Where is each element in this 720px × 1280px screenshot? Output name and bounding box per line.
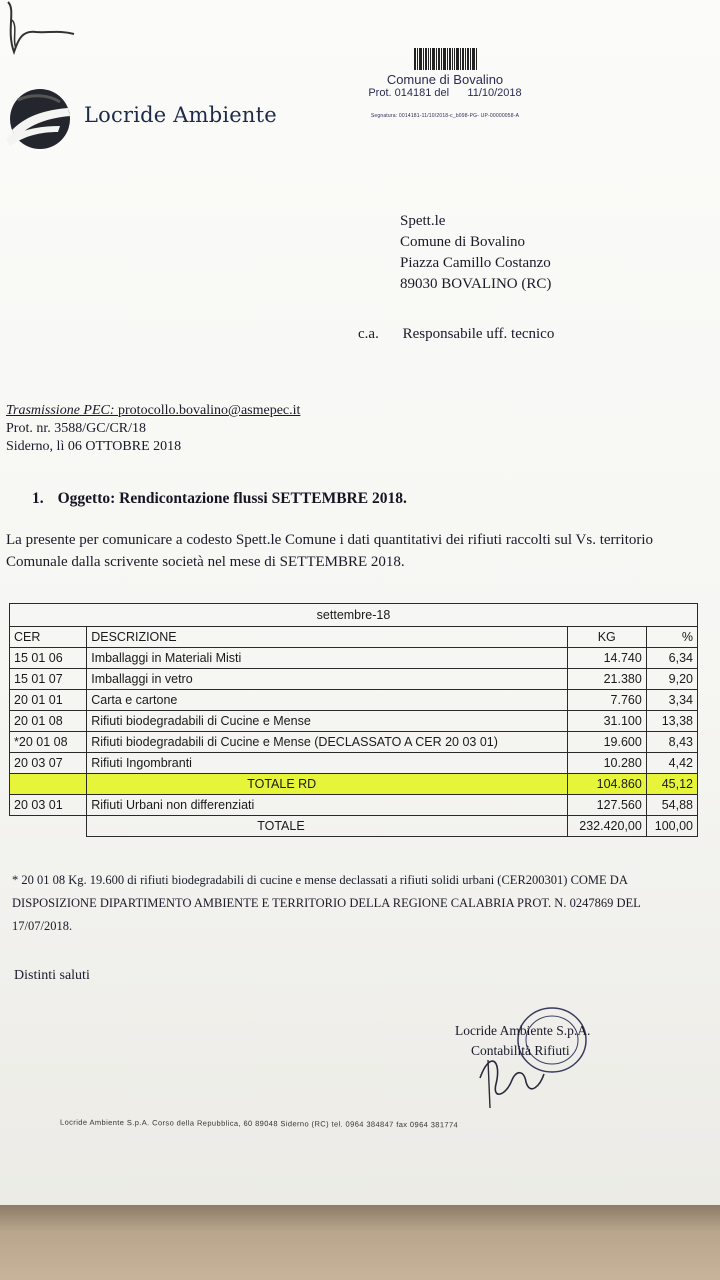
cell-pct: 3,34	[646, 690, 697, 711]
cell-empty	[10, 816, 87, 837]
total-rd-label: TOTALE RD	[87, 774, 567, 795]
cell-desc: Rifiuti Ingombranti	[87, 753, 567, 774]
signature-block	[455, 1021, 590, 1061]
stamp-registration: Segnatura: 0014181-11/10/2018-c_b098-PG- UP-00000058-A	[370, 113, 520, 119]
cell-kg: 127.560	[567, 795, 646, 816]
cell-cer: 20 01 01	[10, 690, 87, 711]
pen-mark	[2, 0, 82, 70]
cell-pct: 8,43	[646, 732, 697, 753]
cell-kg: 31.100	[567, 711, 646, 732]
cell-empty	[10, 774, 87, 795]
cell-pct: 6,34	[646, 648, 697, 669]
cell-desc: Imballaggi in vetro	[87, 669, 567, 690]
cell-desc: Rifiuti Urbani non differenziati	[87, 795, 567, 816]
table-row	[10, 795, 698, 816]
attention-line	[358, 326, 554, 343]
total-row	[10, 816, 698, 837]
total-rd-pct: 45,12	[646, 774, 697, 795]
header-cer: CER	[10, 627, 87, 648]
cell-kg: 19.600	[567, 732, 646, 753]
stamp-protocol: Prot. 014181 del 11/10/2018	[368, 87, 522, 99]
recipient-line: 89030 BOVALINO (RC)	[400, 276, 552, 292]
cell-cer: 15 01 06	[10, 648, 87, 669]
company-logo-icon	[4, 86, 74, 152]
letter-meta	[6, 402, 300, 456]
signature-department: Contabilità Rifiuti	[471, 1043, 570, 1058]
total-rd-kg: 104.860	[567, 774, 646, 795]
table-row	[10, 669, 698, 690]
letter-date: Siderno, lì 06 OTTOBRE 2018	[6, 439, 182, 454]
body-paragraph: La presente per comunicare a codesto Spett.le Comune i dati quantitativi dei rifiuti raccolti sul Vs. territorio Comunale dalla scrivente società nel mese di SETTEMBRE 2018.	[6, 532, 654, 570]
waste-table	[9, 603, 698, 837]
total-pct: 100,00	[646, 816, 697, 837]
cell-kg: 7.760	[567, 690, 646, 711]
stamp-office: Comune di Bovalino	[386, 72, 504, 87]
recipient-line: Spett.le	[400, 213, 446, 229]
header-kg: KG	[567, 627, 646, 648]
header-pct: %	[646, 627, 697, 648]
table-row	[10, 690, 698, 711]
company-name: Locride Ambiente	[84, 103, 277, 127]
footnote: * 20 01 08 Kg. 19.600 di rifiuti biodegradabili di cucine e mense declassati a rifiuti solidi urbani (CER200301) COME DA DISPOSIZIONE DIPARTIMENTO AMBIENTE E TERRITORIO DELLA REGIONE CALABRIA PROT. N. 0247869 DEL 17/07/2018.	[12, 873, 641, 933]
cell-desc: Carta e cartone	[87, 690, 567, 711]
protocol-number: Prot. nr. 3588/GC/CR/18	[6, 421, 147, 436]
pec-label: Trasmissione PEC:	[6, 403, 115, 418]
background-surface	[0, 1205, 720, 1280]
pec-address: protocollo.bovalino@asmepec.it	[118, 403, 301, 418]
cell-kg: 14.740	[567, 648, 646, 669]
letterhead-footer: Locride Ambiente S.p.A. Corso della Repubblica, 60 89048 Siderno (RC) tel. 0964 384847 fax 0964 381774	[60, 1117, 459, 1130]
table-row	[10, 753, 698, 774]
table-row	[10, 732, 698, 753]
cell-pct: 54,88	[646, 795, 697, 816]
table-row	[10, 648, 698, 669]
cell-cer: 20 03 01	[10, 795, 87, 816]
cell-pct: 13,38	[646, 711, 697, 732]
subject-line	[32, 490, 407, 508]
total-rd-row	[10, 774, 698, 795]
cell-desc: Rifiuti biodegradabili di Cucine e Mense	[87, 711, 567, 732]
barcode	[400, 48, 490, 70]
cell-desc: Imballaggi in Materiali Misti	[87, 648, 567, 669]
table-title: settembre-18	[10, 604, 698, 627]
subject-number: 1.	[32, 490, 44, 507]
total-kg: 232.420,00	[567, 816, 646, 837]
recipient-address	[400, 211, 551, 295]
protocol-stamp	[330, 48, 560, 119]
cell-cer: *20 01 08	[10, 732, 87, 753]
closing-greeting: Distinti saluti	[14, 968, 90, 983]
cell-desc: Rifiuti biodegradabili di Cucine e Mense (DECLASSATO A CER 20 03 01)	[87, 732, 567, 753]
cell-cer: 15 01 07	[10, 669, 87, 690]
subject-text: Oggetto: Rendicontazione flussi SETTEMBRE 2018.	[57, 490, 407, 507]
cell-cer: 20 01 08	[10, 711, 87, 732]
cell-kg: 21.380	[567, 669, 646, 690]
signature-company: Locride Ambiente S.p.A.	[455, 1023, 591, 1038]
table-row	[10, 711, 698, 732]
header-desc: DESCRIZIONE	[87, 627, 567, 648]
attention-label: c.a.	[358, 326, 379, 342]
cell-pct: 9,20	[646, 669, 697, 690]
cell-cer: 20 03 07	[10, 753, 87, 774]
attention-value: Responsabile uff. tecnico	[402, 326, 555, 342]
recipient-line: Piazza Camillo Costanzo	[400, 255, 551, 271]
total-label: TOTALE	[87, 816, 567, 837]
pec-line	[6, 402, 300, 420]
cell-kg: 10.280	[567, 753, 646, 774]
recipient-line: Comune di Bovalino	[400, 234, 525, 250]
cell-pct: 4,42	[646, 753, 697, 774]
